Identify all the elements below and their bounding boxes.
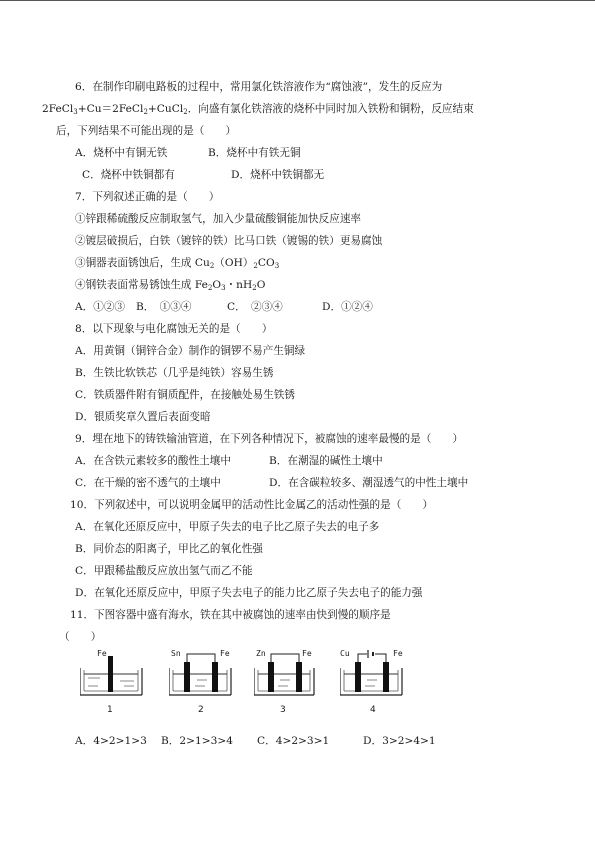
- q7-statement-2: ②镀层破损后，白铁（镀锌的铁）比马口铁（镀锡的铁）更易腐蚀: [75, 235, 383, 247]
- q6-option-a[interactable]: A．烧杯中有铜无铁: [75, 147, 168, 159]
- q7-option-d[interactable]: D．①②④: [322, 301, 373, 313]
- q7-option-b[interactable]: B． ①③④: [136, 301, 192, 313]
- q10-option-a[interactable]: A．在氧化还原反应中，甲原子失去的电子比乙原子失去的电子多: [75, 521, 380, 533]
- q10-option-c[interactable]: C．甲跟稀盐酸反应放出氢气而乙不能: [75, 565, 253, 577]
- q7-s3-a-sub: 2: [209, 262, 215, 270]
- container-3-left-label: Zn: [256, 649, 266, 658]
- container-2-left-label: Sn: [171, 649, 181, 658]
- container-3-right-label: Fe: [302, 649, 312, 658]
- container-4-drawing: [340, 648, 420, 703]
- q10-stem: 10．下列叙述中，可以说明金属甲的活动性比金属乙的活动性强的是（ ）: [70, 499, 434, 511]
- q6-stem-line-1: 6．在制作印刷电路板的过程中，常用氯化铁溶液作为“腐蚀液”，发生的反应为: [75, 81, 443, 93]
- q6-option-c[interactable]: C．烧杯中铁铜都有: [82, 169, 175, 181]
- q8-stem: 8．以下现象与电化腐蚀无关的是（ ）: [75, 323, 273, 335]
- container-1-drawing: [80, 648, 160, 703]
- q7-s3-a: ③铜器表面锈蚀后，生成 Cu: [75, 257, 210, 269]
- q7-s4-b: O: [212, 279, 222, 291]
- q11-options-row: [58, 730, 558, 752]
- q9-option-b[interactable]: B．在潮湿的碱性土壤中: [269, 455, 383, 467]
- q9-option-a[interactable]: A．在含铁元素较多的酸性土壤中: [75, 455, 231, 467]
- container-4-number: 4: [370, 705, 376, 715]
- container-3-number: 3: [280, 705, 286, 715]
- q7-option-c[interactable]: C． ②③④: [227, 301, 283, 313]
- q6-eq-b-sub: 2: [143, 108, 148, 116]
- q7-s4-d: O: [256, 279, 266, 291]
- q11-stem: 11．下图容器中盛有海水，铁在其中被腐蚀的速率由快到慢的顺序是: [70, 609, 391, 621]
- container-4-left-label: Cu: [340, 649, 350, 658]
- container-4: [340, 648, 420, 730]
- q10-option-d[interactable]: D．在氧化还原反应中，甲原子失去电子的能力比乙原子失去电子的能力强: [75, 587, 423, 599]
- container-1-number: 1: [107, 705, 113, 715]
- q9-option-d[interactable]: D．在含碳粒较多、潮湿透气的中性土壤中: [269, 477, 469, 489]
- q6-option-b[interactable]: B．烧杯中有铁无铜: [208, 147, 301, 159]
- container-2-right-label: Fe: [220, 649, 230, 658]
- q9-options-row-2: [58, 472, 558, 494]
- q11-answer-paren: （ ）: [59, 631, 102, 643]
- q8-option-d[interactable]: D．银质奖章久置后表面变暗: [75, 411, 211, 423]
- q8-option-a[interactable]: A．用黄铜（铜锌合金）制作的铜锣不易产生铜绿: [75, 345, 306, 357]
- q8-option-b[interactable]: B．生铁比软铁芯（几乎是纯铁）容易生锈: [75, 367, 274, 379]
- container-2-drawing: [169, 648, 249, 703]
- q11-option-b[interactable]: B．2>1>3>4: [161, 735, 233, 747]
- q7-s3-b-sub: 2: [253, 262, 258, 270]
- q6-option-d[interactable]: D．烧杯中铁铜都无: [231, 169, 325, 181]
- q6-options-row-2: [58, 164, 558, 186]
- q7-s4-a: ④钢铁表面常易锈蚀生成 Fe: [75, 279, 208, 291]
- q7-statement-4: [58, 274, 558, 296]
- q11-option-c[interactable]: C．4>2>3>1: [257, 735, 330, 747]
- q6-options-row-1: [58, 142, 558, 164]
- q7-statement-3: [58, 252, 558, 274]
- q6-stem-line-3: 后，下列结果不可能出现的是（ ）: [56, 125, 237, 137]
- q7-stem: 7．下列叙述正确的是（ ）: [75, 191, 220, 203]
- q10-option-b[interactable]: B．同价态的阳离子，甲比乙的氧化性强: [75, 543, 263, 555]
- q7-s3-c-sub: 3: [274, 262, 280, 270]
- q7-s4-a-sub: 2: [207, 284, 213, 292]
- q7-s4-c: ・nH: [225, 279, 253, 291]
- q11-option-d[interactable]: D．3>2>4>1: [363, 735, 436, 747]
- q6-eq-d: ．向盛有氯化铁溶液的烧杯中同时加入铁粉和铜粉，反应结束: [187, 103, 474, 115]
- q11-option-a[interactable]: A．4>2>1>3: [75, 735, 147, 747]
- q6-eq-c: +CuCl: [147, 103, 184, 115]
- q11-figure: [58, 648, 558, 730]
- q7-options-row: [58, 296, 558, 318]
- q9-option-c[interactable]: C．在干燥的密不透气的土壤中: [75, 477, 221, 489]
- container-3: [254, 648, 334, 730]
- q7-option-a[interactable]: A．①②③: [75, 301, 126, 313]
- q9-stem: 9．埋在地下的铸铁输油管道，在下列各种情况下，被腐蚀的速率最慢的是（ ）: [75, 433, 464, 445]
- container-4-right-label: Fe: [393, 649, 403, 658]
- q6-eq-a: 2FeCl: [42, 103, 74, 115]
- q6-eq-a-sub: 3: [73, 108, 78, 116]
- q7-s3-c: CO: [257, 257, 275, 269]
- container-2: [169, 648, 249, 730]
- container-1: [80, 648, 160, 730]
- container-2-number: 2: [198, 705, 204, 715]
- container-3-drawing: [254, 648, 334, 703]
- q7-s3-b: （OH）: [214, 257, 254, 269]
- q7-s4-c-sub: 2: [252, 284, 257, 292]
- q9-options-row-1: [58, 450, 558, 472]
- q6-eq-b: +Cu＝2FeCl: [77, 103, 144, 115]
- q7-statement-1: ①锌跟稀硫酸反应制取氢气，加入少量硫酸铜能加快反应速率: [75, 213, 362, 225]
- q6-stem-line-2: [42, 98, 558, 120]
- container-1-left-label: Fe: [97, 649, 107, 658]
- q8-option-c[interactable]: C．铁质器件附有铜质配件，在接触处易生铁锈: [75, 389, 295, 401]
- q7-s4-b-sub: 3: [221, 284, 226, 292]
- q6-eq-c-sub: 2: [183, 108, 188, 116]
- header-rule: [0, 0, 595, 1]
- exam-page: [42, 76, 558, 752]
